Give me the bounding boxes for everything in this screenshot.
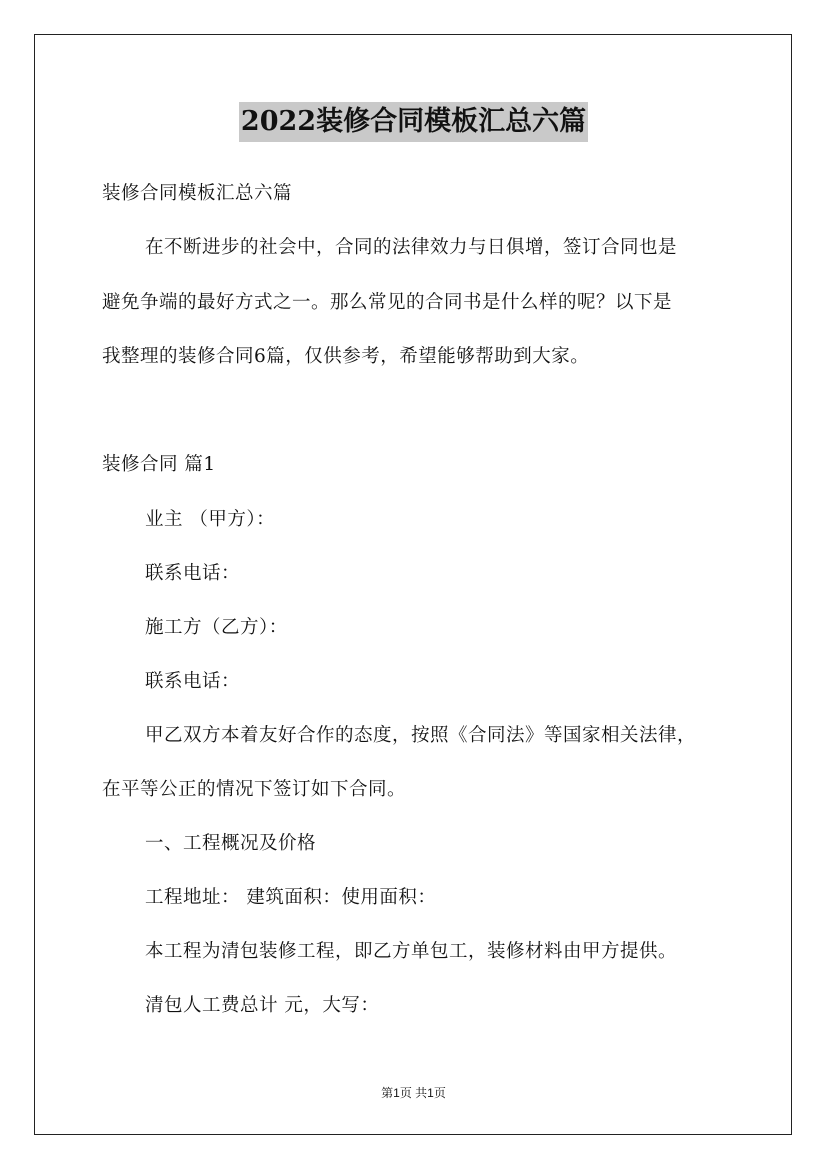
document-title: 2022装修合同模板汇总六篇 <box>239 102 588 142</box>
clause-line-1: 工程地址： 建筑面积：使用面积： <box>145 887 437 908</box>
intro-line-2: 避免争端的最好方式之一。那么常见的合同书是什么样的呢？以下是 <box>102 292 673 313</box>
clause-heading: 一、工程概况及价格 <box>145 833 317 854</box>
agreement-line-1: 甲乙双方本着友好合作的态度，按照《合同法》等国家相关法律， <box>145 725 697 746</box>
document-subtitle: 装修合同模板汇总六篇 <box>102 183 293 204</box>
intro-line-3: 我整理的装修合同6篇，仅供参考，希望能够帮助到大家。 <box>102 346 590 367</box>
owner-field: 业主 （甲方）： <box>145 509 276 530</box>
page-number: 第1页 共1页 <box>381 1086 446 1100</box>
clause-line-2: 本工程为清包装修工程，即乙方单包工，装修材料由甲方提供。 <box>145 941 678 962</box>
contractor-phone-field: 联系电话： <box>145 671 241 692</box>
page-footer <box>0 1084 827 1101</box>
owner-phone-field: 联系电话： <box>145 563 241 584</box>
clause-line-3: 清包人工费总计 元，大写： <box>145 995 380 1016</box>
intro-line-1: 在不断进步的社会中，合同的法律效力与日俱增，签订合同也是 <box>145 237 678 258</box>
contractor-field: 施工方（乙方）： <box>145 617 288 638</box>
section-heading: 装修合同 篇1 <box>102 454 216 475</box>
agreement-line-2: 在平等公正的情况下签订如下合同。 <box>102 779 407 800</box>
title-container <box>0 102 827 142</box>
